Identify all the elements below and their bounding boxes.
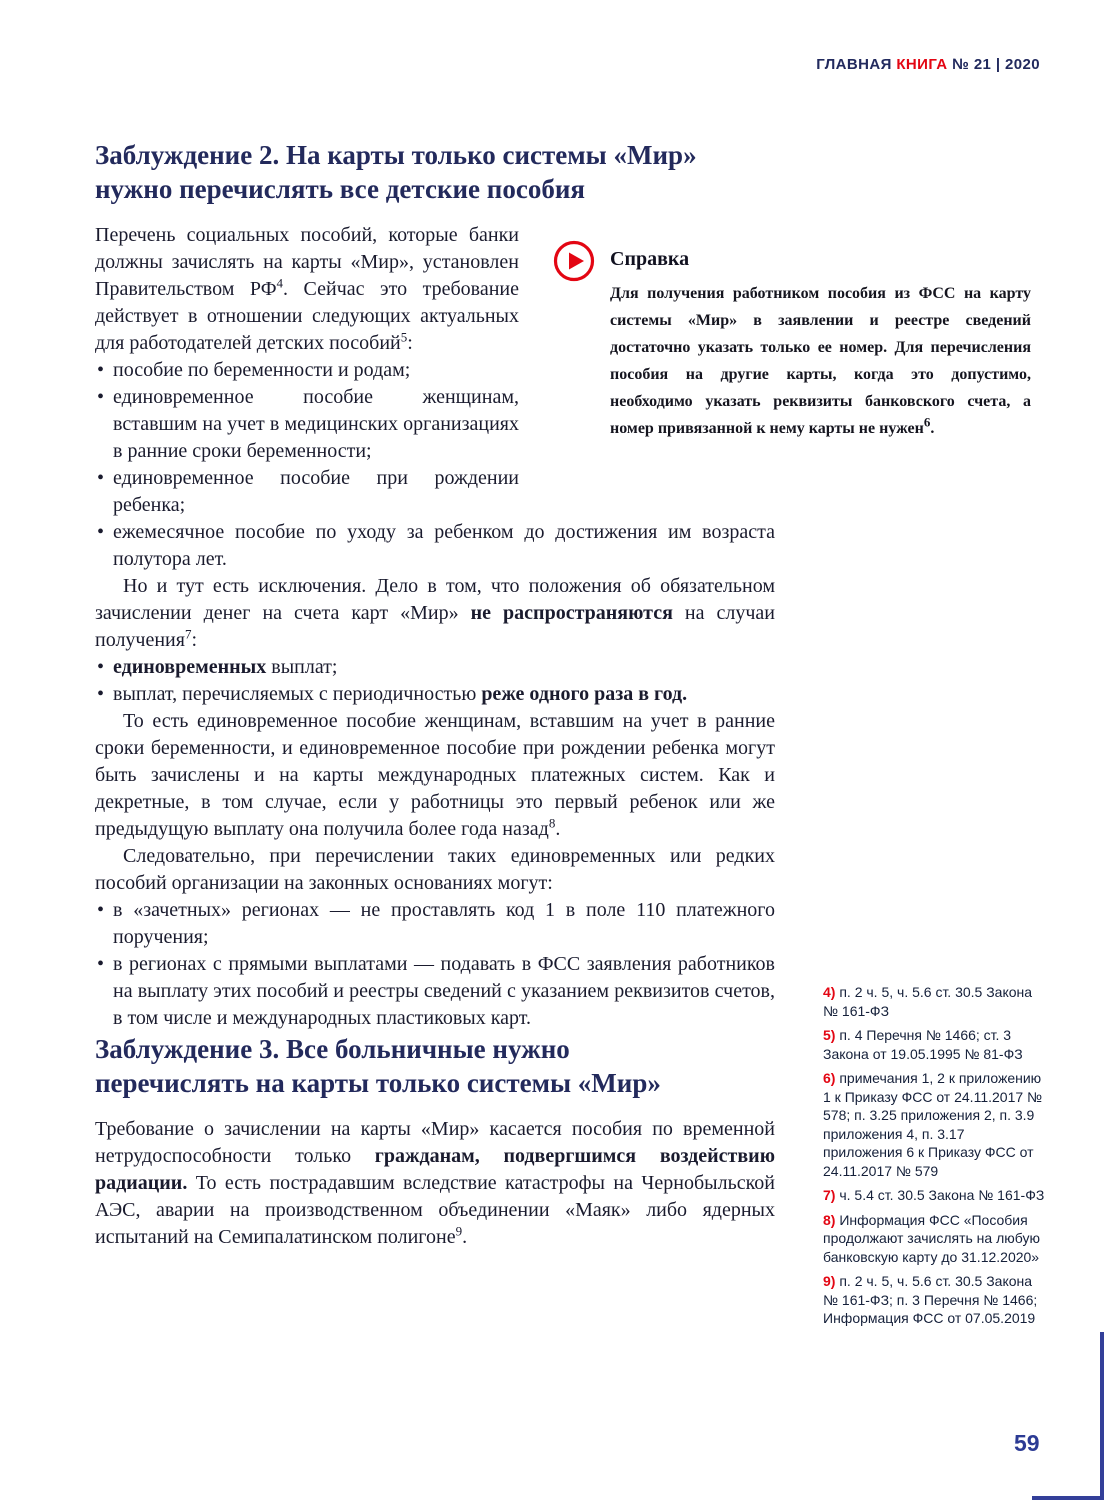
footnote-text: примечания 1, 2 к приложению 1 к Приказу ФСС от 24.11.2017 № 578; п. 3.25 приложения 2, п. 3.9 приложения 4, п. 3.17 приложения 6 к Приказу ФСС от 24.11.2017 № 579 — [823, 1070, 1043, 1179]
section2-title — [95, 138, 775, 206]
footnote-item — [823, 1186, 1047, 1205]
footnote-item — [823, 1272, 1047, 1328]
paragraph-text: То есть пострадавшим вследствие катастрофы на Чернобыльской АЭС, аварии на производственном объединении «Маяк» либо ядерных испытаний на Семипалатинском полигоне — [95, 1172, 775, 1248]
footnote-text: ч. 5.4 ст. 30.5 Закона № 161-ФЗ — [839, 1187, 1045, 1203]
section3-title — [95, 1032, 775, 1100]
footnote-number: 6) — [823, 1070, 836, 1086]
footnote-item — [823, 1069, 1047, 1180]
footnote-number: 9) — [823, 1273, 836, 1289]
intro-text: Перечень социальных пособий, которые банки должны зачислять на карты «Мир», установлен Правительством РФ — [95, 224, 519, 300]
footnote-ref-5: 5 — [400, 329, 408, 345]
list-item-bold-text: реже одного раза в год. — [481, 683, 688, 705]
footnote-item — [823, 1211, 1047, 1267]
reference-text: . — [930, 420, 935, 437]
page-number: 59 — [1014, 1430, 1040, 1456]
corner-line-vertical — [1100, 1332, 1104, 1500]
section3-title-line2: перечислять на карты только системы «Мир» — [95, 1068, 661, 1098]
footnote-text: п. 2 ч. 5, ч. 5.6 ст. 30.5 Закона № 161-ФЗ — [823, 984, 1033, 1019]
paragraph-text: . — [462, 1226, 468, 1248]
intro-text: : — [407, 332, 413, 354]
paragraph-text: Следовательно, при перечислении таких единовременных или редких пособий организации на законных основаниях могут: — [95, 845, 775, 894]
list-item-bold-text: единовременных — [113, 656, 267, 678]
paragraph-thus — [95, 708, 775, 843]
list-item-text: выплат; — [266, 656, 338, 678]
paragraph-text: То есть единовременное пособие женщинам, вставшим на учет в ранние сроки беременности, и единовременное пособие при рождении ребенка могут быть зачислены и на карты международных платежных систем. Как и декретные, в том случае, если у работницы это первый ребенок или же предыдущую выплату она получила более года назад — [95, 710, 775, 840]
brand-main: ГЛАВНАЯ — [816, 56, 892, 73]
reference-box — [553, 240, 1031, 442]
footnote-item — [823, 1026, 1047, 1063]
footnote-ref-8: 8 — [548, 815, 556, 831]
list-item — [95, 465, 775, 519]
list-item-text: единовременное пособие при рождении ребенка; — [113, 467, 519, 516]
footnote-text: Информация ФСС «Пособия продолжают зачислять на любую банковскую карту до 31.12.2020» — [823, 1211, 1040, 1265]
list-item — [95, 897, 775, 951]
list-item-text: в «зачетных» регионах — не проставлять код 1 в поле 110 платежного поручения; — [113, 899, 775, 948]
list-item — [95, 519, 775, 573]
paragraph-bold-text: гражданам, подвергшимся воздействию радиации. — [95, 1145, 775, 1194]
issue-label: № 21 | 2020 — [952, 56, 1040, 73]
footnote-ref-6: 6 — [923, 414, 931, 430]
list-item — [95, 654, 775, 681]
paragraph-text: Требование о зачислении на карты «Мир» касается пособия по временной нетрудоспособности только — [95, 1118, 775, 1167]
footnote-number: 8) — [823, 1211, 836, 1228]
paragraph-hence — [95, 843, 775, 897]
list-item-text: в регионах с прямыми выплатами — подавать в ФСС заявления работников на выплату этих пособий и реестры сведений с указанием реквизитов счетов, в том числе и международных пластиковых карт. — [113, 953, 775, 1029]
paragraph-text: : — [191, 629, 198, 651]
play-circle-icon — [553, 240, 595, 282]
section3-title-line1: Заблуждение 3. Все больничные нужно — [95, 1034, 570, 1064]
magazine-header — [816, 56, 1040, 73]
brand-accent: КНИГА — [896, 56, 948, 73]
paragraph-text: на случаи получения — [95, 602, 775, 651]
reference-box-text — [610, 280, 1031, 442]
footnote-number: 5) — [823, 1027, 836, 1043]
paragraph-exceptions — [95, 573, 775, 654]
list-item-text: пособие по беременности и родам; — [113, 359, 411, 381]
list-item-text: единовременное пособие женщинам, вставшим на учет в медицинских организациях в ранние сроки беременности; — [113, 386, 519, 462]
footnote-text: п. 4 Перечня № 1466; ст. 3 Закона от 19.05.1995 № 81-ФЗ — [823, 1027, 1023, 1062]
footnote-number: 4) — [823, 984, 836, 1000]
reference-box-body — [610, 240, 1031, 442]
list-item-text: выплат, перечисляемых с периодичностью — [113, 683, 482, 705]
footnote-ref-4: 4 — [276, 275, 283, 291]
footnote-number: 7) — [823, 1187, 836, 1203]
intro-text: . Сейчас это требование действует в отношении следующих актуальных для работодателей детских пособий — [95, 278, 519, 354]
reference-text: Для получения работником пособия из ФСС на карту системы «Мир» в заявлении и реестре сведений достаточно указать только ее номер. Для перечисления пособия на другие карты, когда это допустимо, необходимо указать реквизиты банковского счета, а номер привязанной к нему карты не нужен — [610, 285, 1031, 437]
section2-title-line1: Заблуждение 2. На карты только системы «Мир» — [95, 140, 697, 170]
footnote-ref-9: 9 — [455, 1223, 463, 1239]
list-item-text: ежемесячное пособие по уходу за ребенком до достижения им возраста полутора лет. — [113, 521, 775, 570]
footnote-ref-7: 7 — [184, 626, 192, 642]
list-item — [95, 681, 775, 708]
footnote-item — [823, 983, 1047, 1020]
list-item — [95, 951, 775, 1032]
footnotes-column — [823, 983, 1047, 1334]
corner-line-horizontal — [1032, 1496, 1104, 1500]
paragraph-text: . — [555, 818, 561, 840]
footnote-text: п. 2 ч. 5, ч. 5.6 ст. 30.5 Закона № 161-ФЗ; п. 3 Перечня № 1466; Информация ФСС от 07.05.2019 — [823, 1273, 1038, 1326]
paragraph-text: Но и тут есть исключения. Дело в том, что положения об обязательном зачислении денег на счета карт «Мир» — [95, 575, 775, 624]
section2-title-line2: нужно перечислять все детские пособия — [95, 174, 585, 204]
reference-box-title: Справка — [610, 248, 690, 270]
paragraph-bold-text: не распространяются — [470, 602, 673, 624]
paragraph-section3 — [95, 1116, 775, 1251]
